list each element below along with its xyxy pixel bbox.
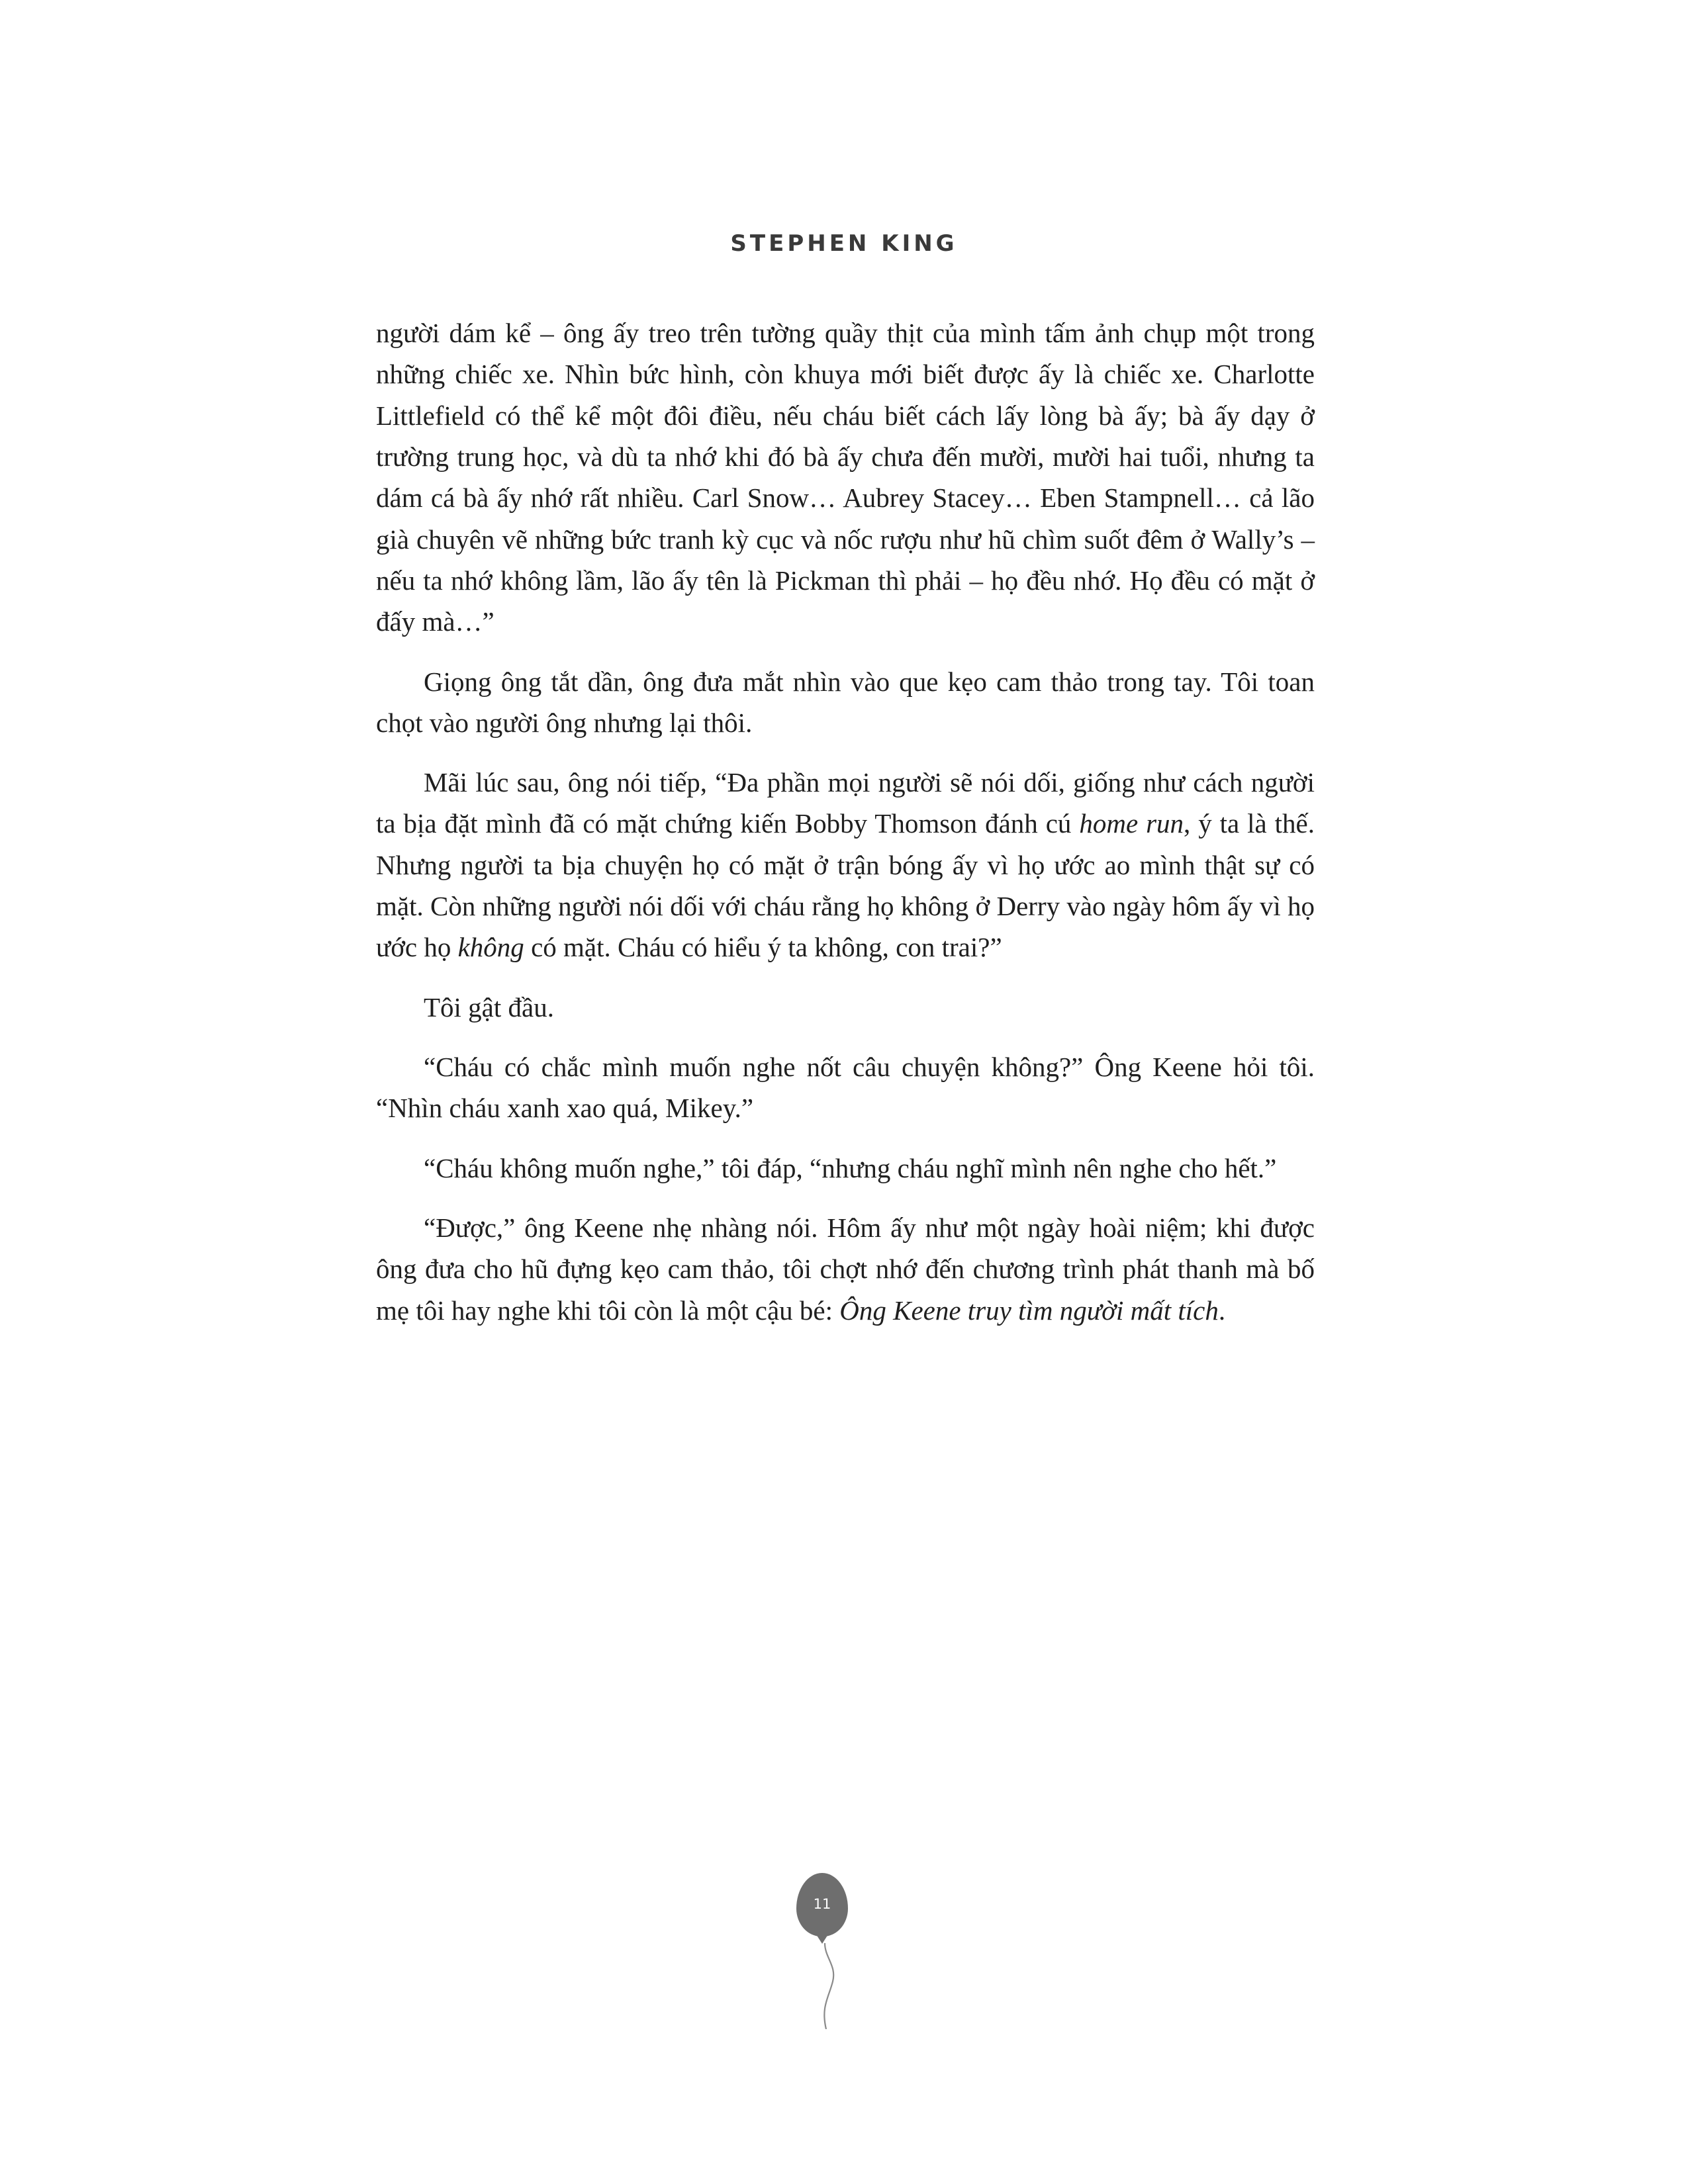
page-number-balloon — [0, 1873, 1688, 2091]
balloon-shape — [796, 1873, 848, 1936]
body-paragraph — [376, 1207, 1315, 1331]
running-head-author: STEPHEN KING — [730, 230, 958, 257]
paragraph-text: , ý ta là thế. Nhưng người ta bịa chuyện họ có mặt ở trận bóng ấy vì họ ước ao mình thật sự có mặt. Còn những người nói dối với cháu rằng họ không ở Derry vào ngày hôm ấy vì họ ước họ — [376, 808, 1315, 963]
body-paragraph — [376, 312, 1315, 643]
body-paragraph — [376, 661, 1315, 744]
emphasis-text: home run — [1079, 808, 1184, 839]
paragraph-text: “Cháu không muốn nghe,” tôi đáp, “nhưng cháu nghĩ mình nên nghe cho hết.” — [424, 1152, 1277, 1183]
body-paragraph — [376, 1148, 1315, 1189]
body-paragraph — [376, 987, 1315, 1028]
paragraph-text: có mặt. Cháu có hiểu ý ta không, con trai?” — [524, 932, 1002, 963]
paragraph-text: Giọng ông tắt dần, ông đưa mắt nhìn vào que kẹo cam thảo trong tay. Tôi toan chọt vào người ông nhưng lại thôi. — [376, 666, 1315, 738]
emphasis-text: Ông Keene truy tìm người mất tích — [839, 1295, 1219, 1326]
paragraph-text: “Được,” ông Keene nhẹ nhàng nói. Hôm ấy như một ngày hoài niệm; khi được ông đưa cho hũ đựng kẹo cam thảo, tôi chợt nhớ đến chương trình phát thanh mà bố mẹ tôi hay nghe khi tôi còn là một cậu bé: — [376, 1212, 1315, 1326]
paragraph-text: người dám kể – ông ấy treo trên tường quầy thịt của mình tấm ảnh chụp một trong những chiếc xe. Nhìn bức hình, còn khuya mới biết được ấy là chiếc xe. Charlotte Littlefield có thể kể một đôi điều, nếu cháu biết cách lấy lòng bà ấy; bà ấy dạy ở trường trung học, và dù ta nhớ khi đó bà ấy chưa đến mười, mười hai tuổi, nhưng ta dám cá bà ấy nhớ rất nhiều. Carl Snow… Aubrey Stacey… Eben Stampnell… cả lão già chuyên vẽ những bức tranh kỳ cục và nốc rượu như hũ chìm suốt đêm ở Wally’s – nếu ta nhớ không lầm, lão ấy tên là Pickman thì phải – họ đều nhớ. Họ đều có mặt ở đấy mà…” — [376, 318, 1315, 637]
body-paragraph — [376, 1046, 1315, 1129]
paragraph-text: “Cháu có chắc mình muốn nghe nốt câu chuyện không?” Ông Keene hỏi tôi. “Nhìn cháu xanh xao quá, Mikey.” — [376, 1052, 1315, 1124]
page-number: 11 — [813, 1895, 831, 1912]
body-paragraph — [376, 762, 1315, 968]
emphasis-text: không — [457, 932, 524, 963]
paragraph-text: . — [1218, 1295, 1226, 1326]
paragraph-text: Tôi gật đầu. — [424, 991, 554, 1023]
body-text-column — [376, 312, 1315, 1331]
paragraph-text: Mãi lúc sau, ông nói tiếp, “Đa phần mọi người sẽ nói dối, giống như cách người ta bịa đặt mình đã có mặt chứng kiến Bobby Thomson đánh cú — [376, 767, 1315, 839]
balloon-string-icon — [820, 1943, 846, 2029]
